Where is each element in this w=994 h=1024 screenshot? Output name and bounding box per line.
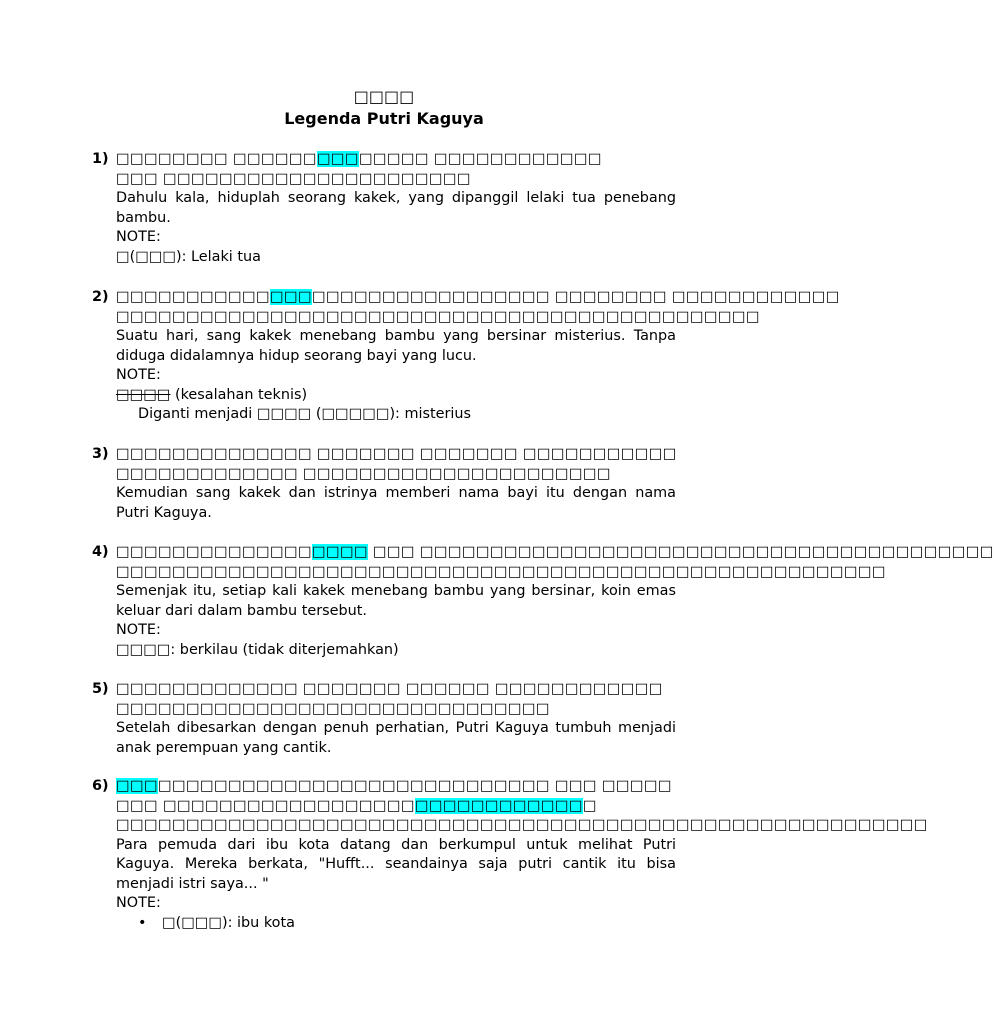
item-number: 1) bbox=[92, 151, 109, 167]
japanese-line: □□□□□□□□□□□□□□□□□□□□□□□□□□□□□□□ □□□□□□□□ □□□□□□□□□□□□ bbox=[116, 289, 840, 305]
highlight: □□□ bbox=[269, 289, 312, 305]
note-label: NOTE: bbox=[116, 895, 161, 911]
translation: Kemudian sang kakek dan istrinya memberi nama bayi itu dengan nama Putri Kaguya. bbox=[116, 485, 676, 521]
japanese-line: □□□□□□□□□□□□□□□□□□ □□□ □□□□□□□□□□□□□□□□□□□□□□□□□□□□□□□□□□□□□□□□□ bbox=[116, 544, 994, 560]
japanese-line: □□□□□□□□□□□□□□□□□□□□□□□□□□□□□□□□□□□□□□□□□□□□□□ bbox=[116, 308, 760, 325]
highlight: □□□ bbox=[316, 151, 359, 167]
note-text: □□□□: berkilau (tidak diterjemahkan) bbox=[116, 641, 399, 658]
japanese-line: □□□□□□□□□□□□□□□□□□□□□□□□□□□□□□□ □□□ □□□□□□□□ □□□□□□□□□□□□□□□□□□□□□□□□□□□□□□□ bbox=[116, 778, 672, 814]
japanese-line: □□□□□□□□ □□□□□□□□□□□□□□ □□□□□□□□□□□□ bbox=[116, 151, 602, 167]
title-japanese: □□□□ bbox=[353, 87, 415, 106]
japanese-line: □□□□□□□□□□□□□ □□□□□□□ □□□□□□ □□□□□□□□□□□□ bbox=[116, 681, 663, 697]
translation: Dahulu kala, hiduplah seorang kakek, yang dipanggil lelaki tua penebang bambu. bbox=[116, 190, 676, 226]
list-item-1 bbox=[92, 150, 676, 267]
japanese-line: □□□□□□□□□□□□□□ □□□□□□□ □□□□□□□ □□□□□□□□□□□ bbox=[116, 446, 677, 462]
item-number: 5) bbox=[92, 681, 109, 697]
translation: Suatu hari, sang kakek menebang bambu yang bersinar misterius. Tanpa diduga didalamnya hidup seorang bayi yang lucu. bbox=[116, 328, 676, 364]
translation: Semenjak itu, setiap kali kakek menebang bambu yang bersinar, koin emas keluar dari dalam bambu tersebut. bbox=[116, 583, 676, 619]
item-number: 4) bbox=[92, 544, 109, 560]
bullet-icon: • bbox=[138, 914, 147, 931]
translation: Setelah dibesarkan dengan penuh perhatian, Putri Kaguya tumbuh menjadi anak perempuan yang cantik. bbox=[116, 720, 676, 756]
note-label: NOTE: bbox=[116, 367, 161, 383]
japanese-line: □□□□□□□□□□□□□□□□□□□□□□□□□□□□□□□□□□□□□□□□□□□□□□□□□□□□□□□ bbox=[116, 563, 886, 580]
japanese-line: □□□□□□□□□□□□□□□□□□□□□□□□□□□□□□□□□□□□□□□□□□□□□□□□□□□□□□□□□□ bbox=[116, 817, 928, 833]
struck-text: □□□□ bbox=[116, 386, 171, 403]
japanese-line: □□□ □□□□□□□□□□□□□□□□□□□□□□ bbox=[116, 170, 471, 187]
list-item-2 bbox=[92, 288, 840, 425]
title-block bbox=[0, 86, 768, 130]
list-item-5 bbox=[92, 680, 676, 758]
japanese-line: □□□□□□□□□□□□□□□□□□□□□□□□□□□□□□□ bbox=[116, 700, 550, 717]
note-text: □(□□□): Lelaki tua bbox=[116, 248, 261, 265]
bullet-text: □(□□□): ibu kota bbox=[162, 914, 295, 931]
item-number: 6) bbox=[92, 778, 109, 794]
list-item-6 bbox=[92, 777, 928, 933]
japanese-line: □□□□□□□□□□□□□ □□□□□□□□□□□□□□□□□□□□□□ bbox=[116, 465, 611, 482]
item-number: 2) bbox=[92, 289, 109, 305]
translation: Para pemuda dari ibu kota datang dan berkumpul untuk melihat Putri Kaguya. Mereka berkata, "Hufft... seandainya saja putri cantik itu bisa menjadi istri saya... " bbox=[116, 836, 676, 892]
list-item-3 bbox=[92, 445, 676, 523]
note-text: □□□□ (kesalahan teknis) bbox=[116, 386, 308, 403]
note-text: Diganti menjadi □□□□ (□□□□□): misterius bbox=[138, 406, 472, 422]
note-label: NOTE: bbox=[116, 229, 161, 245]
highlight: □□□□□□□□□□□□ bbox=[414, 797, 583, 814]
highlight: □□□□ bbox=[311, 544, 368, 560]
list-item-4 bbox=[92, 543, 994, 660]
title-indonesian: Legenda Putri Kaguya bbox=[284, 109, 484, 128]
note-label: NOTE: bbox=[116, 622, 161, 638]
bullet-item bbox=[116, 914, 676, 934]
highlight: □□□ bbox=[116, 778, 158, 794]
item-number: 3) bbox=[92, 446, 109, 462]
